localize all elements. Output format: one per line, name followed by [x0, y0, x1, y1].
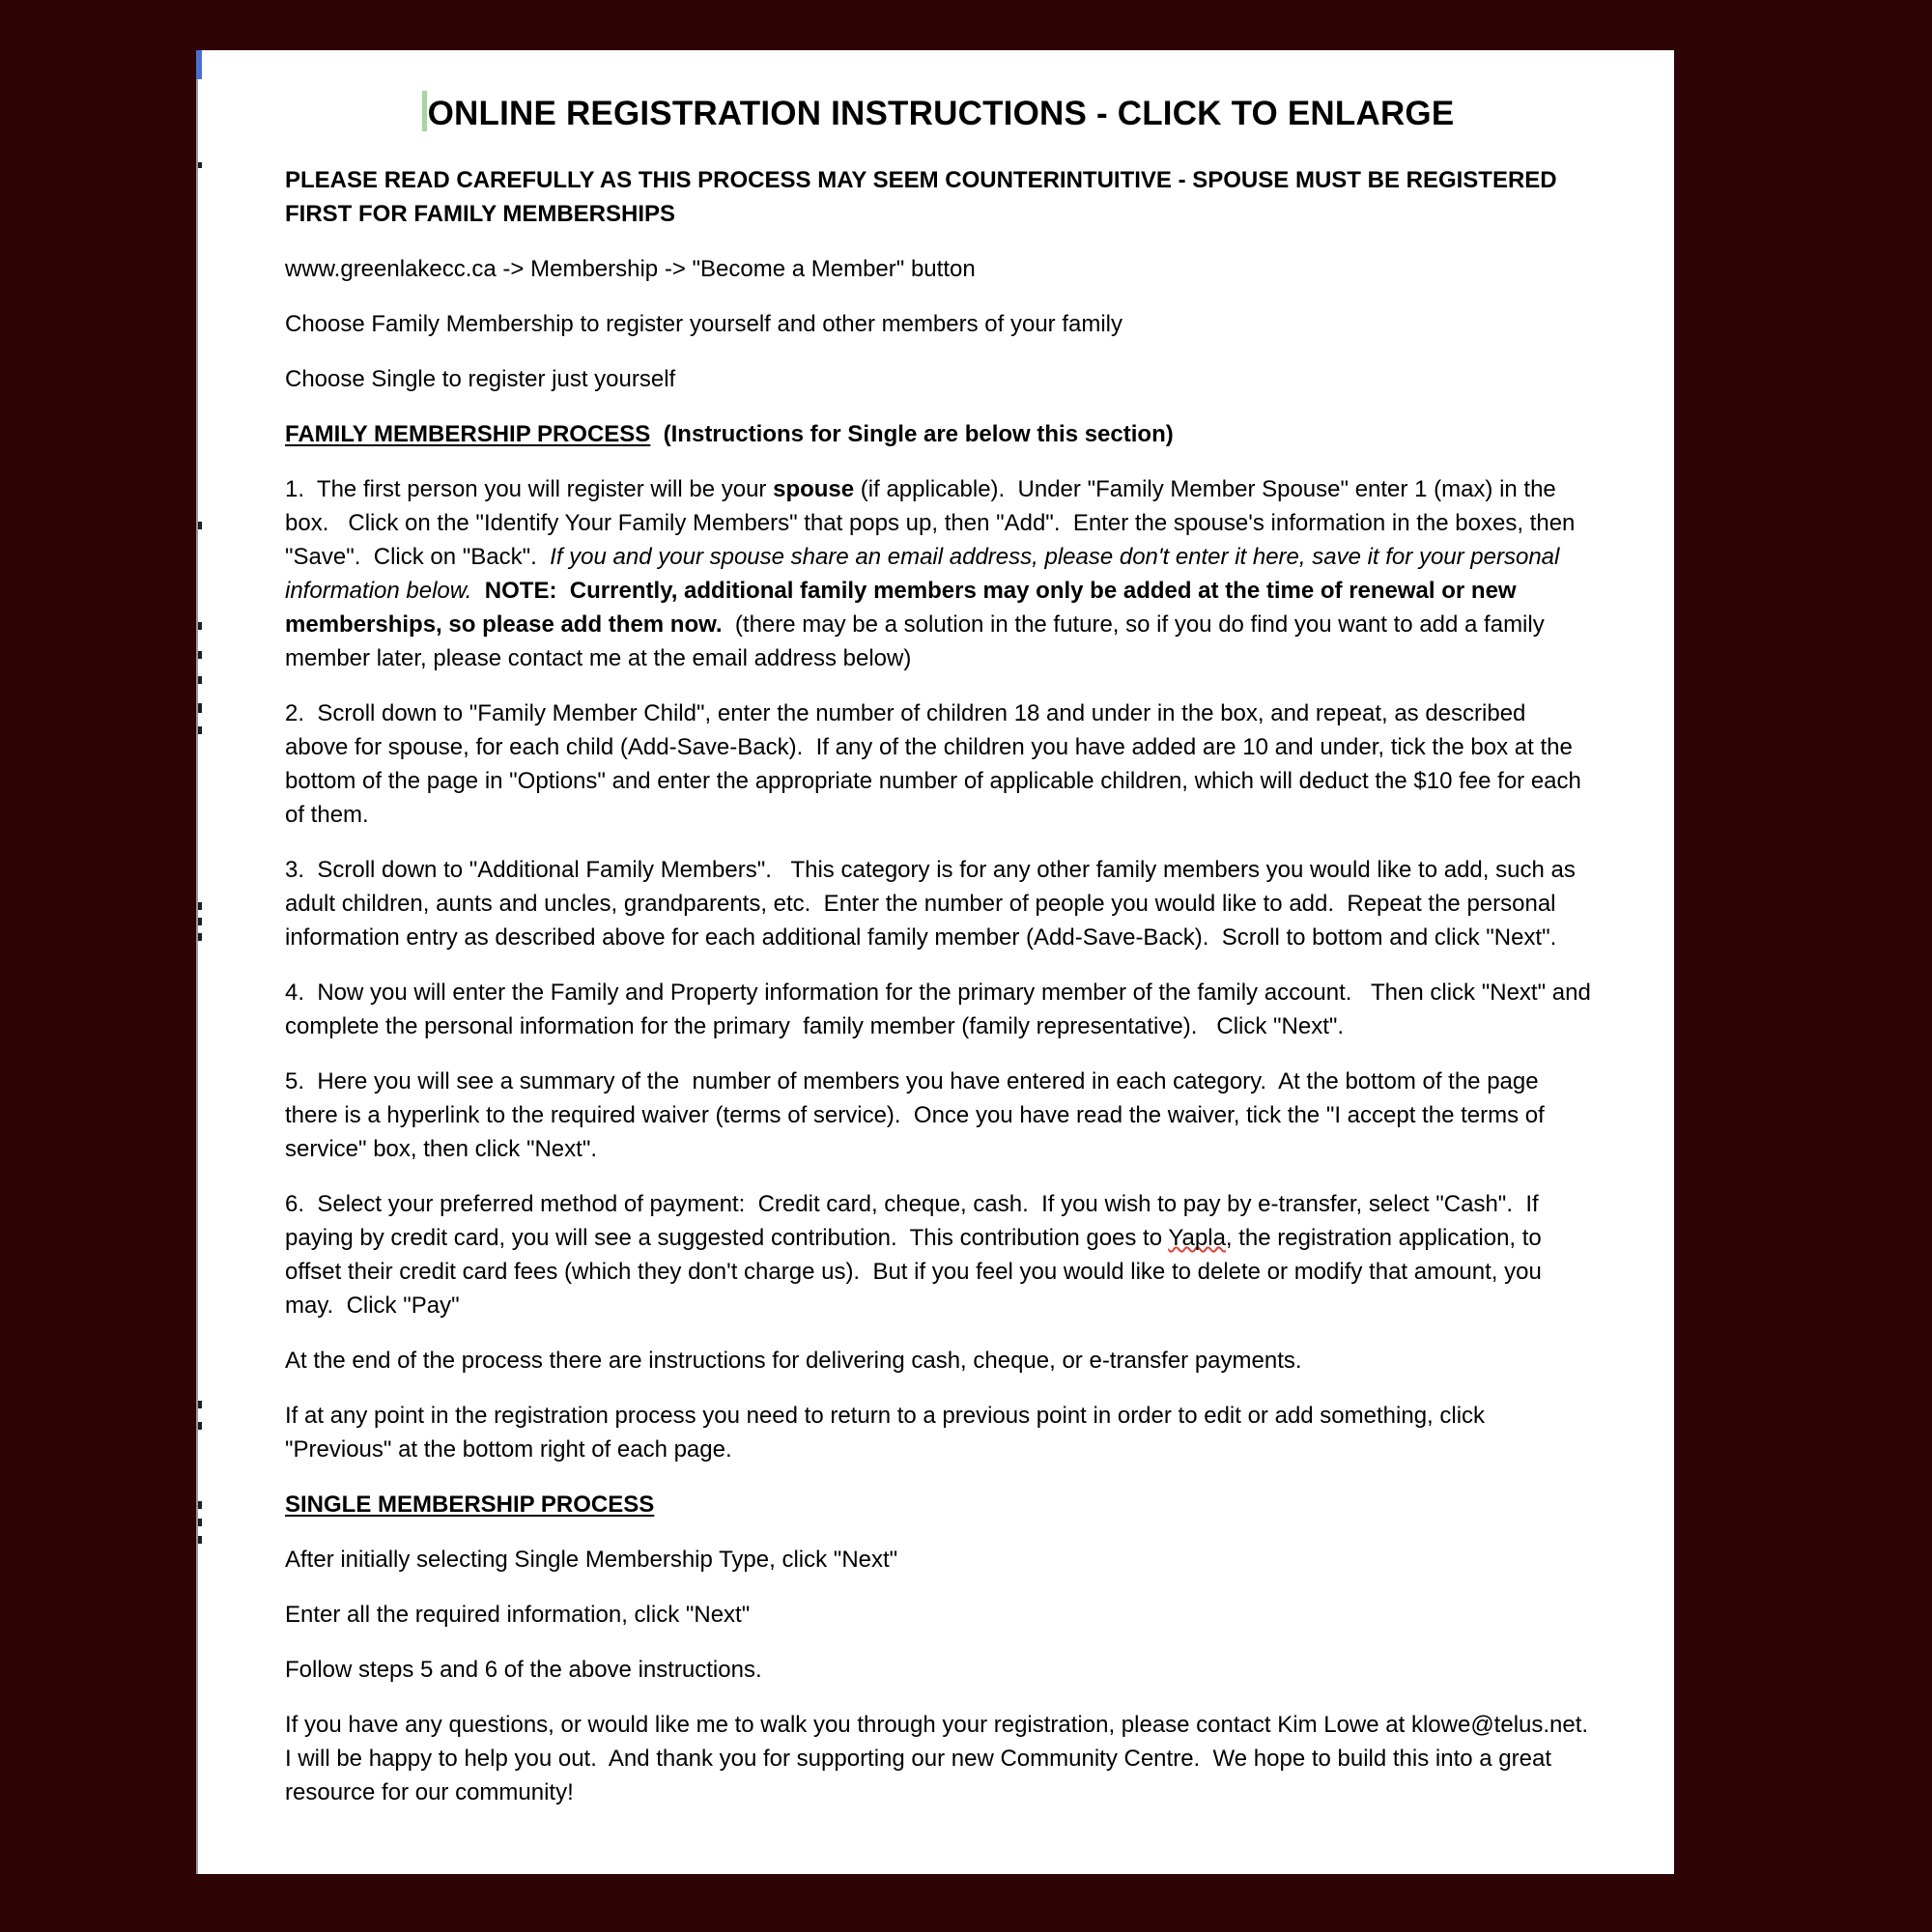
page-edge-text-fragment — [198, 902, 202, 910]
family-step-4: 4. Now you will enter the Family and Property information for the primary member of the family account. Then click "Next" and complete the personal information for the primary family member (family representative). Click "Next". — [285, 980, 1598, 1039]
family-step-6 — [285, 1187, 1591, 1322]
page-edge-text-fragment — [198, 918, 202, 925]
family-step-5: 5. Here you will see a summary of the number of members you have entered in each category. At the bottom of the page there is a hyperlink to the required waiver (terms of service). Once you have read the waiver, tick the "I accept the terms of service" box, then click "Next". — [285, 1068, 1551, 1162]
page-edge-text-fragment — [198, 703, 202, 713]
choose-family-line: Choose Family Membership to register yourself and other members of your family — [285, 311, 1122, 337]
single-membership-heading-title: SINGLE MEMBERSHIP PROCESS — [285, 1492, 655, 1518]
page-edge-text-fragment — [198, 651, 202, 659]
page-edge-text-fragment — [198, 1422, 202, 1430]
text-cursor-caret — [422, 91, 427, 131]
previous-note: If at any point in the registration process you need to return to a previous point in order to edit or add something, click "Previous" at the bottom right of each page. — [285, 1403, 1492, 1463]
delivery-note: At the end of the process there are instructions for delivering cash, cheque, or e-transfer payments. — [285, 1348, 1302, 1374]
family-membership-heading-title: FAMILY MEMBERSHIP PROCESS — [285, 421, 651, 447]
page-edge-text-fragment — [198, 676, 202, 684]
page-edge-text-fragment — [198, 726, 202, 734]
choose-single-line: Choose Single to register just yourself — [285, 366, 676, 392]
step-text: , the registration application, to offset their credit card fees (which they don't charge us). But if you feel you would like to delete or modify that amount, you may. Click "Pay" — [285, 1225, 1548, 1319]
single-step-1: After initially selecting Single Membership Type, click "Next" — [285, 1547, 898, 1573]
page-edge-text-fragment — [198, 1536, 202, 1544]
misspelled-word: Yapla — [1168, 1225, 1226, 1251]
family-membership-heading-subtitle: (Instructions for Single are below this section) — [650, 421, 1174, 447]
step-text-italic: If you and your spouse share an email address, please don't enter it here, save it for your personal information below. — [285, 544, 1567, 604]
page-edge-text-fragment — [198, 162, 202, 168]
single-membership-heading — [285, 1488, 1591, 1521]
intro-warning: PLEASE READ CAREFULLY AS THIS PROCESS MAY SEEM COUNTERINTUITIVE - SPOUSE MUST BE REGISTERED FIRST FOR FAMILY MEMBERSHIPS — [285, 167, 1564, 227]
page-edge-text-fragment — [198, 622, 202, 630]
page-edge-text-fragment — [198, 1501, 202, 1509]
nav-path-line: www.greenlakecc.ca -> Membership -> "Become a Member" button — [285, 256, 976, 282]
family-step-1 — [285, 472, 1591, 675]
page-title-text: ONLINE REGISTRATION INSTRUCTIONS - CLICK TO ENLARGE — [427, 95, 1455, 132]
page-edge-text-fragment — [198, 522, 202, 529]
single-step-2: Enter all the required information, click "Next" — [285, 1602, 751, 1628]
contact-paragraph: If you have any questions, or would like me to walk you through your registration, please contact Kim Lowe at klowe@telus.net. I will be happy to help you out. And thank you for supporting our new Community Centre. We hope to build this into a great resource for our community! — [285, 1712, 1602, 1805]
single-step-3: Follow steps 5 and 6 of the above instructions. — [285, 1657, 762, 1683]
page-edge-text-fragment — [198, 933, 202, 941]
step-text: (if applicable). Under "Family Member Spouse" enter 1 (max) in the box. Click on the "Identify Your Family Members" that pops up, then "Add". Enter the spouse's information in the boxes, then "Save". Click on "Back". — [285, 476, 1582, 570]
step-text — [471, 578, 484, 604]
step-text: (there may be a solution in the future, so if you do find you want to add a family member later, please contact me at the email address below) — [285, 611, 1551, 671]
family-step-2: 2. Scroll down to "Family Member Child", enter the number of children 18 and under in the box, and repeat, as described above for spouse, for each child (Add-Save-Back). If any of the children you have added are 10 and under, tick the box at the bottom of the page in "Options" and enter the appropriate number of applicable children, which will deduct the $10 fee for each of them. — [285, 700, 1588, 828]
page-edge-text-fragment — [198, 1401, 202, 1408]
family-step-3: 3. Scroll down to "Additional Family Members". This category is for any other family members you would like to add, such as adult children, aunts and uncles, grandparents, etc. Enter the number of people you would like to add. Repeat the personal information entry as described above for each additional family member (Add-Save-Back). Scroll to bottom and click "Next". — [285, 857, 1582, 951]
document-page[interactable] — [196, 50, 1674, 1874]
document-content — [285, 91, 1602, 1831]
step-text: 1. The first person you will register will be your — [285, 476, 774, 502]
step-text: 6. Select your preferred method of payment: Credit card, cheque, cash. If you wish to pay by e-transfer, select "Cash". If paying by credit card, you will see a suggested contribution. This contribution goes to — [285, 1191, 1546, 1251]
step-text-bold: spouse — [773, 476, 855, 502]
page-edge-text-fragment — [198, 1519, 202, 1526]
step-text-bold: NOTE: Currently, additional family members may only be added at the time of renewal or new memberships, so please add them now. — [285, 578, 1523, 638]
selection-mark — [196, 50, 202, 79]
page-title — [285, 91, 1591, 136]
family-membership-heading — [285, 417, 1591, 451]
